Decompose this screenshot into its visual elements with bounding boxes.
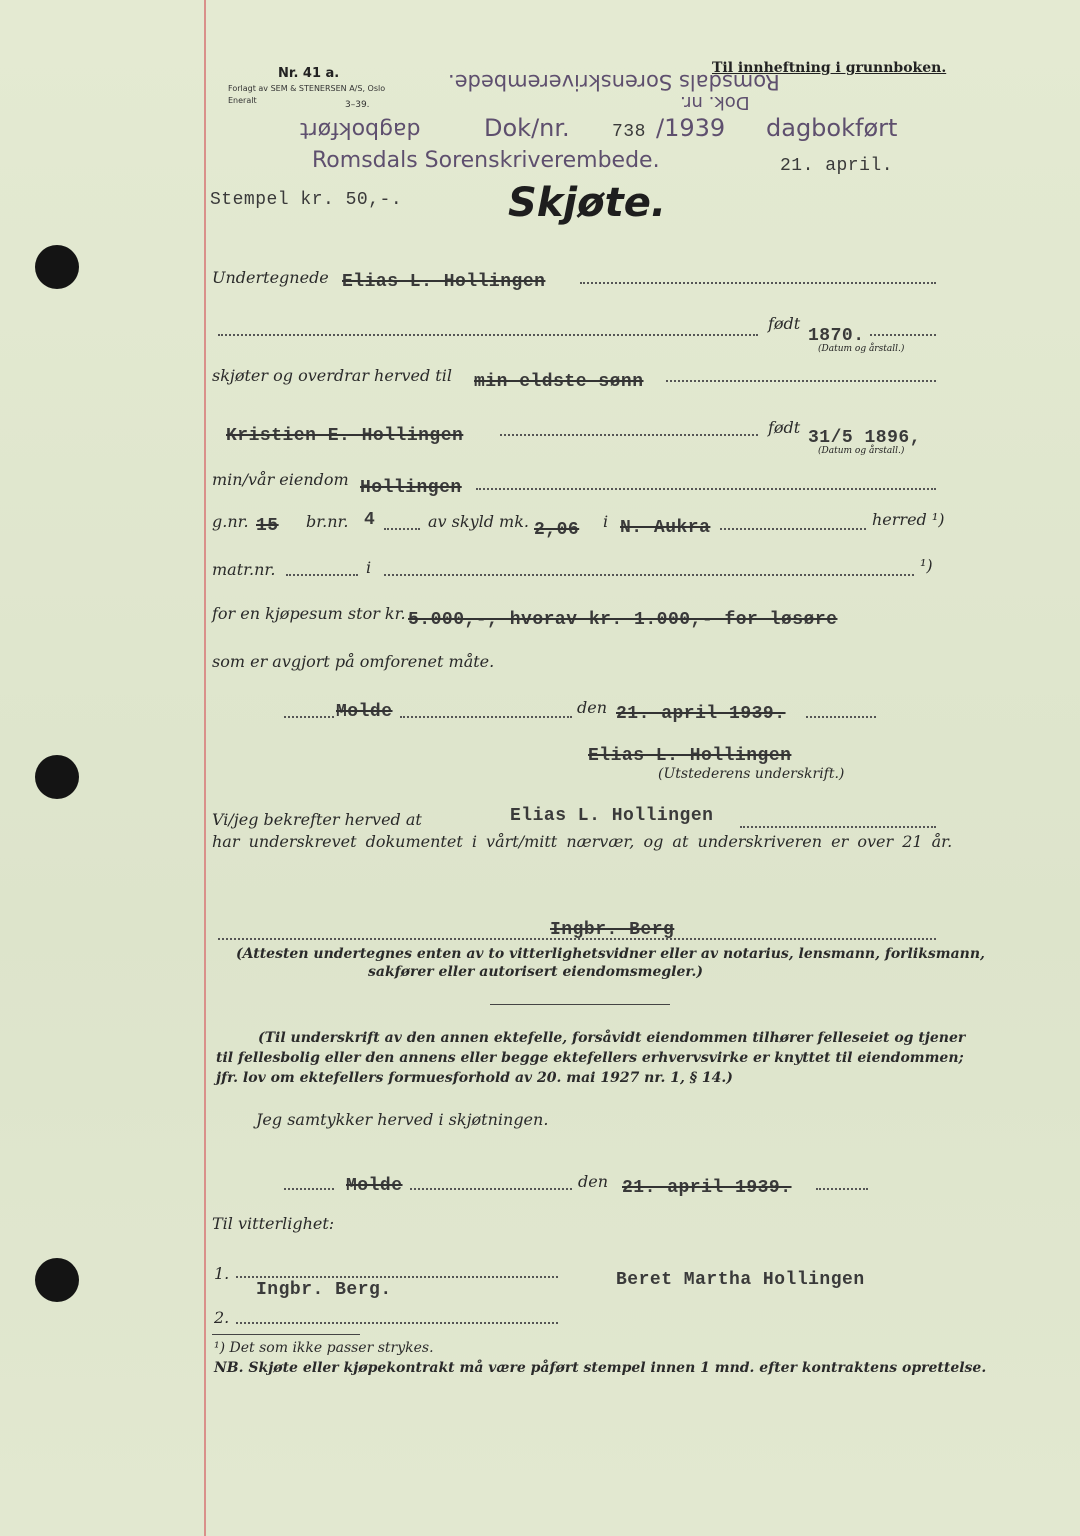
date-1: 21. april 1939. xyxy=(616,704,786,724)
dotted-line xyxy=(816,1186,868,1190)
buyer-birth: 31/5 1896, xyxy=(808,428,922,448)
gnr-label: g.nr. xyxy=(212,512,249,531)
buyer-name: Kristien E. Hollingen xyxy=(226,426,464,446)
margin-rule xyxy=(204,0,206,1536)
stamp-dok-label: Dok/nr. xyxy=(484,114,570,142)
dotted-line xyxy=(218,936,936,940)
spouse-signature: Beret Martha Hollingen xyxy=(616,1270,865,1290)
bekrefter-label: Vi/jeg bekrefter herved at xyxy=(212,810,422,829)
skyld-value: 2,06 xyxy=(534,520,580,540)
place-2: Molde xyxy=(346,1176,403,1196)
bekrefter-name: Elias L. Hollingen xyxy=(510,806,714,826)
den-label-1: den xyxy=(577,698,608,717)
dotted-line xyxy=(236,1274,558,1278)
matr-i-label: i xyxy=(366,558,372,577)
dotted-line xyxy=(476,486,936,490)
dotted-line xyxy=(400,714,572,718)
fodt-label: født xyxy=(768,314,801,333)
samtykker-text: Jeg samtykker herved i skjøtningen. xyxy=(256,1110,549,1129)
i-label: i xyxy=(603,512,609,531)
matr-label: matr.nr. xyxy=(212,560,276,579)
dotted-line xyxy=(286,572,358,576)
datum-hint-2: (Datum og årstall.) xyxy=(818,446,905,456)
dotted-line xyxy=(384,526,420,530)
publisher-sub: Eneralt xyxy=(228,96,257,105)
place-1: Molde xyxy=(336,702,393,722)
witness-2-number: 2. xyxy=(214,1308,230,1327)
dotted-line xyxy=(284,1186,334,1190)
witness-1-name: Ingbr. Berg. xyxy=(256,1280,392,1300)
undertegnede-label: Undertegnede xyxy=(212,268,329,287)
form-number: Nr. 41 a. xyxy=(278,66,340,81)
dotted-line xyxy=(806,714,876,718)
avgjort-text: som er avgjort på omforenet måte. xyxy=(212,652,495,671)
transfer-to: min eldste sønn xyxy=(474,372,644,392)
stamp-dagbokfort: dagbokført xyxy=(766,114,898,142)
fodt2-label: født xyxy=(768,418,801,437)
dotted-line xyxy=(236,1320,558,1324)
attest-note-2: sakfører eller autorisert eiendomsmegler.) xyxy=(368,964,703,980)
datum-hint: (Datum og årstall.) xyxy=(818,344,905,354)
binding-note: Til innheftning i grunnboken. xyxy=(712,60,947,76)
attest-note-1: (Attesten undertegnes enten av to vitterlighetsvidner eller av notarius, lensmann, forliksmann, xyxy=(236,946,985,962)
skjoter-label: skjøter og overdrar herved til xyxy=(212,366,452,385)
vitterlighet-label: Til vitterlighet: xyxy=(212,1214,335,1233)
signature-label: (Utstederens underskrift.) xyxy=(658,766,845,782)
stamp-year: /1939 xyxy=(656,114,726,142)
dotted-line xyxy=(284,714,334,718)
dotted-line xyxy=(870,332,936,336)
stamp-mirrored-dagbokfort: dagbokført xyxy=(300,117,421,142)
punch-hole-top xyxy=(35,245,79,289)
dotted-line xyxy=(218,332,758,336)
witness-signature: Ingbr. Berg xyxy=(550,920,675,940)
gnr-value: 15 xyxy=(256,516,279,536)
footnote-2: NB. Skjøte eller kjøpekontrakt må være påført stempel innen 1 mnd. efter kontraktens oprettelse. xyxy=(214,1360,987,1376)
footnote-divider xyxy=(212,1334,360,1335)
footnote-1: ¹) Det som ikke passer strykes. xyxy=(214,1340,434,1356)
document-title: Skjøte. xyxy=(508,180,667,226)
stamp-doc-number: 738 xyxy=(612,122,646,142)
herred-value: N. Aukra xyxy=(620,518,711,538)
edition: 3–39. xyxy=(345,100,370,110)
spouse-note-1: (Til underskrift av den annen ektefelle, forsåvidt eiendommen tilhører felleseiet og tjener xyxy=(258,1030,966,1046)
seller-birth: 1870. xyxy=(808,326,865,346)
purchase-amount: 5.000,-, hvorav kr. 1.000,- for løsøre xyxy=(408,610,838,630)
punch-hole-bottom xyxy=(35,1258,79,1302)
skyld-label: av skyld mk. xyxy=(428,512,530,531)
stamp-mirrored-office: Romsdals Sorenskriverembede. xyxy=(448,70,780,94)
seller-signature: Elias L. Hollingen xyxy=(588,746,792,766)
bekrefter-text: har underskrevet dokumentet i vårt/mitt nærvær, og at underskriveren er over 21 år. xyxy=(212,832,953,851)
dotted-line xyxy=(500,432,758,436)
kjopesum-label: for en kjøpesum stor kr. xyxy=(212,604,406,623)
spouse-note-3: jfr. lov om ektefellers formuesforhold av 20. mai 1927 nr. 1, § 14.) xyxy=(216,1070,733,1086)
stamp-date: 21. april. xyxy=(780,156,894,176)
dotted-line xyxy=(666,378,936,382)
spouse-note-2: til fellesbolig eller den annens eller begge ektefellers erhvervsvirke er knyttet til eiendommen; xyxy=(216,1050,964,1066)
publisher-line: Forlagt av SEM & STENERSEN A/S, Oslo xyxy=(228,84,386,93)
herred-label: herred ¹) xyxy=(872,510,945,529)
divider xyxy=(490,1004,670,1005)
witness-1-number: 1. xyxy=(214,1264,230,1283)
dotted-line xyxy=(740,824,936,828)
punch-hole-middle xyxy=(35,755,79,799)
dotted-line xyxy=(580,280,936,284)
stamp-office: Romsdals Sorenskriverembede. xyxy=(312,148,660,173)
dotted-line xyxy=(410,1186,572,1190)
date-2: 21. april 1939. xyxy=(622,1178,792,1198)
den-label-2: den xyxy=(578,1172,609,1191)
stamp-mirrored-dok: Dok. nr. xyxy=(680,92,750,113)
brnr-value: 4 xyxy=(364,510,376,530)
property-name: Hollingen xyxy=(360,478,462,498)
brnr-label: br.nr. xyxy=(306,512,349,531)
stempel-fee: Stempel kr. 50,-. xyxy=(210,190,403,210)
dotted-line xyxy=(384,572,914,576)
seller-name: Elias L. Hollingen xyxy=(342,272,546,292)
dotted-line xyxy=(720,526,866,530)
matr-note: ¹) xyxy=(920,556,933,575)
eiendom-label: min/vår eiendom xyxy=(212,470,349,489)
